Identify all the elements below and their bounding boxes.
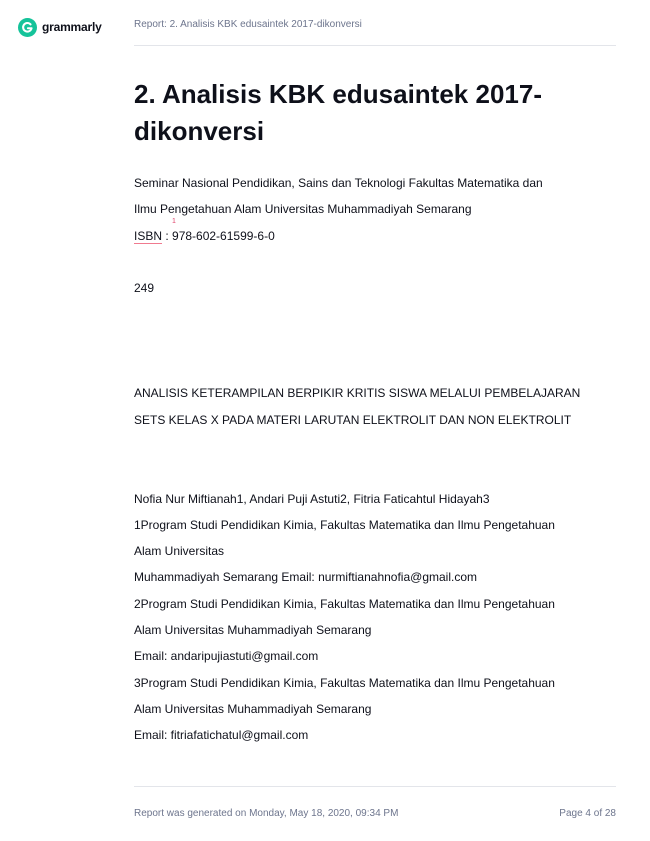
affiliation-1-line-3: Muhammadiyah Semarang Email: nurmiftianahnofia@gmail.com xyxy=(134,570,477,585)
isbn-value: : 978-602-61599-6-0 xyxy=(162,228,275,243)
affiliation-1-line-1: 1Program Studi Pendidikan Kimia, Fakultas Matematika dan Ilmu Pengetahuan xyxy=(134,517,555,532)
spacer xyxy=(134,249,616,275)
issue-marker-number: 1 xyxy=(172,217,176,225)
isbn-label: ISBN xyxy=(134,228,163,243)
affiliation-3-line-3: Email: fitriafatichatul@gmail.com xyxy=(134,728,309,743)
affiliation-3-line-1: 3Program Studi Pendidikan Kimia, Fakultas Matematika dan Ilmu Pengetahuan xyxy=(134,675,555,690)
affiliation-1-line-2: Alam Universitas xyxy=(134,544,225,559)
page-indicator: Page 4 of 28 xyxy=(559,808,616,819)
seminar-line-1: Seminar Nasional Pendidikan, Sains dan Teknologi Fakultas Matematika dan xyxy=(134,176,543,190)
report-header-title: Report: 2. Analisis KBK edusaintek 2017-dikonversi xyxy=(134,19,362,30)
document-body xyxy=(134,170,616,749)
affiliation-2-line-2: Alam Universitas Muhammadiyah Semarang xyxy=(134,623,372,638)
header-divider xyxy=(134,45,616,46)
affiliation-3-line-2: Alam Universitas Muhammadiyah Semarang xyxy=(134,701,372,716)
paper-title-line-1: ANALISIS KETERAMPILAN BERPIKIR KRITIS SISWA MELALUI PEMBELAJARAN xyxy=(134,386,581,401)
spacer xyxy=(134,301,616,327)
authors-line: Nofia Nur Miftianah1, Andari Puji Astuti2, Fitria Faticahtul Hidayah3 xyxy=(134,491,490,506)
isbn-label-flagged[interactable] xyxy=(134,217,176,243)
affiliation-2-line-3: Email: andaripujiastuti@gmail.com xyxy=(134,649,319,664)
spacer xyxy=(134,328,616,354)
isbn-line xyxy=(134,217,616,249)
spacer xyxy=(134,433,616,459)
page-number: 249 xyxy=(134,281,155,296)
footer-divider xyxy=(134,786,616,787)
brand-name: grammarly xyxy=(42,20,102,34)
spacer xyxy=(134,459,616,485)
seminar-line-2: Ilmu Pengetahuan Alam Universitas Muhammadiyah Semarang xyxy=(134,202,472,217)
report-generated-timestamp: Report was generated on Monday, May 18, 2020, 09:34 PM xyxy=(134,808,399,819)
grammarly-g-logo-icon xyxy=(18,18,37,37)
grammarly-logo xyxy=(18,17,102,37)
spacer xyxy=(134,354,616,380)
affiliation-2-line-1: 2Program Studi Pendidikan Kimia, Fakultas Matematika dan Ilmu Pengetahuan xyxy=(134,596,555,611)
paper-title-line-2: SETS KELAS X PADA MATERI LARUTAN ELEKTROLIT DAN NON ELEKTROLIT xyxy=(134,412,572,427)
document-title: 2. Analisis KBK edusaintek 2017-dikonversi xyxy=(134,79,542,146)
